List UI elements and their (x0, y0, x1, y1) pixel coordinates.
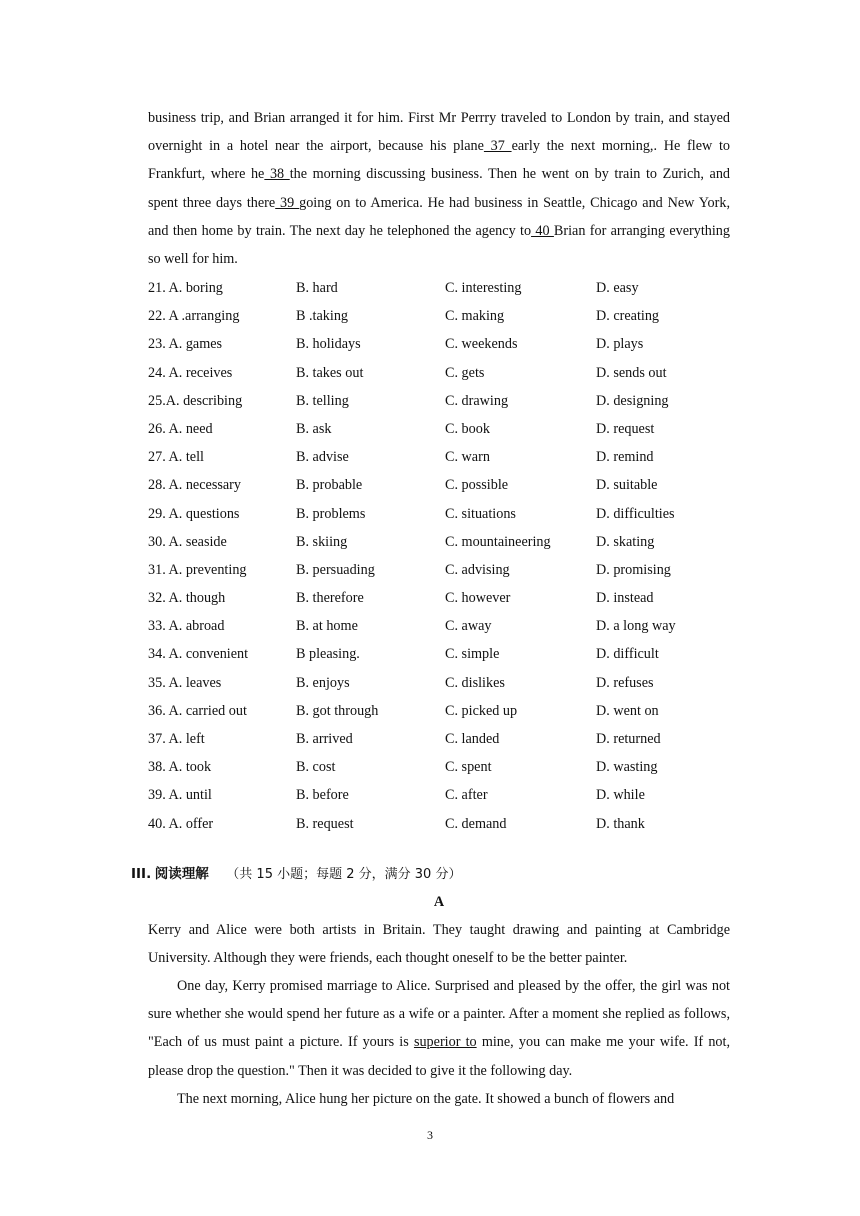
option-d: D. while (596, 787, 645, 804)
option-a: 27. A. tell (148, 449, 204, 466)
option-c: C. book (445, 420, 490, 437)
option-c: C. picked up (445, 702, 518, 719)
option-b: B. probable (296, 477, 363, 494)
option-d: D. returned (596, 731, 661, 747)
option-c: C. demand (445, 815, 507, 832)
option-c: C. dislikes (445, 674, 505, 691)
option-d: D. skating (596, 533, 655, 550)
option-d: D. creating (596, 308, 660, 325)
option-c: C. situations (445, 505, 516, 522)
blank-40: 40 (531, 222, 554, 239)
option-b: B. got through (296, 702, 379, 719)
option-d: D. designing (596, 392, 669, 409)
option-b: B. therefore (296, 590, 364, 607)
option-c: C. simple (445, 646, 500, 663)
question-row (148, 640, 748, 668)
option-a: 29. A. questions (148, 505, 240, 522)
cloze-passage-end (148, 104, 730, 273)
passage-text: Brian for arranging everything so well for him. (148, 222, 730, 268)
option-d: D. sends out (596, 364, 667, 381)
passage-text: business trip, and Brian arranged it for him. First Mr Perrry traveled to London by train, and stayed overnight in a hotel near the airport, because his plane (148, 110, 730, 155)
option-b: B. hard (296, 280, 338, 296)
question-row (148, 725, 748, 753)
option-a: 25.A. describing (148, 392, 243, 409)
option-c: C. weekends (445, 336, 518, 353)
passage-a-paragraph-2 (148, 972, 730, 1085)
option-a: 22. A .arranging (148, 308, 240, 325)
blank-39: 39 (275, 194, 300, 211)
passage-text: mine, you can make me your wife. If not, please drop the question." Then it was decided to give it the following day. (148, 1034, 731, 1079)
question-row (148, 274, 748, 302)
passage-text: early the next morning,. He flew to Frankfurt, where he (148, 138, 730, 183)
option-d: D. refuses (596, 674, 654, 691)
option-a: 36. A. carried out (148, 702, 247, 719)
question-row (148, 415, 748, 443)
passage-label: A (433, 894, 445, 910)
question-row (148, 471, 748, 499)
option-a: 23. A. games (148, 336, 223, 353)
passage-text: the morning discussing business. Then he went on by train to Zurich, and spent three days there (148, 166, 731, 211)
option-b: B. ask (296, 420, 332, 437)
passage-text: going on to America. He had business in Seattle, Chicago and New York, and then home by train. The next day he telephoned the agency to (148, 194, 730, 239)
section-heading (131, 860, 461, 889)
question-row (148, 584, 748, 612)
question-row (148, 443, 748, 471)
option-a: 34. A. convenient (148, 646, 249, 663)
question-row (148, 528, 748, 556)
option-a: 26. A. need (148, 420, 213, 437)
option-b: B. problems (296, 505, 366, 522)
option-b: B. skiing (296, 533, 348, 550)
option-b: B. cost (296, 759, 336, 776)
option-b: B .taking (296, 308, 349, 325)
option-c: C. however (445, 590, 511, 607)
option-d: D. promising (596, 561, 671, 578)
option-c: C. possible (445, 477, 509, 494)
option-b: B. arrived (296, 731, 353, 747)
option-a: 30. A. seaside (148, 533, 227, 550)
option-d: D. a long way (596, 618, 676, 635)
passage-text: One day, Kerry promised marriage to Alice. Surprised and pleased by the offer, the girl was not sure whether she would spend her future as a wife or a painter. After a moment she replied as follows, "Each of us must paint a picture. If yours is (148, 978, 730, 1051)
option-a: 28. A. necessary (148, 477, 241, 494)
question-row (148, 500, 748, 528)
question-row (148, 302, 748, 330)
option-d: D. remind (596, 449, 654, 466)
option-c: C. away (445, 618, 492, 635)
option-d: D. easy (596, 280, 639, 296)
option-a: 24. A. receives (148, 364, 233, 381)
option-a: 35. A. leaves (148, 674, 222, 691)
question-row (148, 781, 748, 809)
option-b: B. request (296, 815, 354, 832)
option-b: B. at home (296, 618, 358, 635)
blank-37: 37 (483, 138, 512, 155)
option-b: B. advise (296, 449, 349, 466)
options-table (148, 274, 748, 838)
option-c: C. warn (445, 449, 490, 466)
option-c: C. landed (445, 731, 500, 747)
option-b: B. holidays (296, 336, 361, 353)
option-d: D. difficulties (596, 505, 675, 522)
option-c: C. mountaineering (445, 533, 551, 550)
blank-38: 38 (264, 166, 290, 183)
option-d: D. suitable (596, 477, 658, 494)
option-d: D. difficult (596, 646, 659, 663)
option-d: D. went on (596, 702, 659, 719)
option-a: 40. A. offer (148, 815, 214, 832)
option-d: D. thank (596, 815, 645, 832)
question-row (148, 330, 748, 358)
option-c: C. making (445, 308, 505, 325)
option-a: 21. A. boring (148, 280, 223, 296)
option-c: C. after (445, 787, 488, 804)
option-c: C. gets (445, 364, 485, 381)
option-c: C. advising (445, 561, 510, 578)
option-a: 33. A. abroad (148, 618, 225, 635)
question-row (148, 556, 748, 584)
question-row (148, 810, 748, 838)
option-a: 38. A. took (148, 759, 212, 776)
option-a: 32. A. though (148, 590, 226, 607)
question-row (148, 669, 748, 697)
underlined-phrase: superior to (413, 1034, 477, 1051)
option-b: B. telling (296, 392, 349, 409)
page-number: 3 (427, 1128, 433, 1142)
question-row (148, 697, 748, 725)
option-c: C. drawing (445, 392, 509, 409)
option-b: B. before (296, 787, 349, 804)
option-b: B pleasing. (296, 646, 360, 663)
option-a: 37. A. left (148, 731, 205, 747)
section-number: III. (131, 866, 152, 882)
question-row (148, 612, 748, 640)
passage-a-paragraph-3: The next morning, Alice hung her picture on the gate. It showed a bunch of flowers and (177, 1091, 675, 1107)
option-d: D. plays (596, 336, 644, 353)
option-a: 39. A. until (148, 787, 212, 804)
section-note: （共 15 小题；每题 2 分，满分 30 分） (226, 867, 462, 882)
option-d: D. instead (596, 590, 654, 607)
option-a: 31. A. preventing (148, 561, 247, 578)
option-c: C. spent (445, 759, 492, 776)
question-row (148, 359, 748, 387)
option-b: B. persuading (296, 561, 375, 578)
section-title: 阅读理解 (154, 866, 209, 882)
question-row (148, 387, 748, 415)
question-row (148, 753, 748, 781)
passage-a-paragraph-1: Kerry and Alice were both artists in Britain. They taught drawing and painting at Cambridge University. Although they were friends, each thought oneself to be the better painter. (148, 922, 730, 967)
option-c: C. interesting (445, 280, 522, 296)
option-b: B. takes out (296, 364, 364, 381)
option-b: B. enjoys (296, 674, 350, 691)
option-d: D. request (596, 420, 655, 437)
option-d: D. wasting (596, 759, 658, 776)
